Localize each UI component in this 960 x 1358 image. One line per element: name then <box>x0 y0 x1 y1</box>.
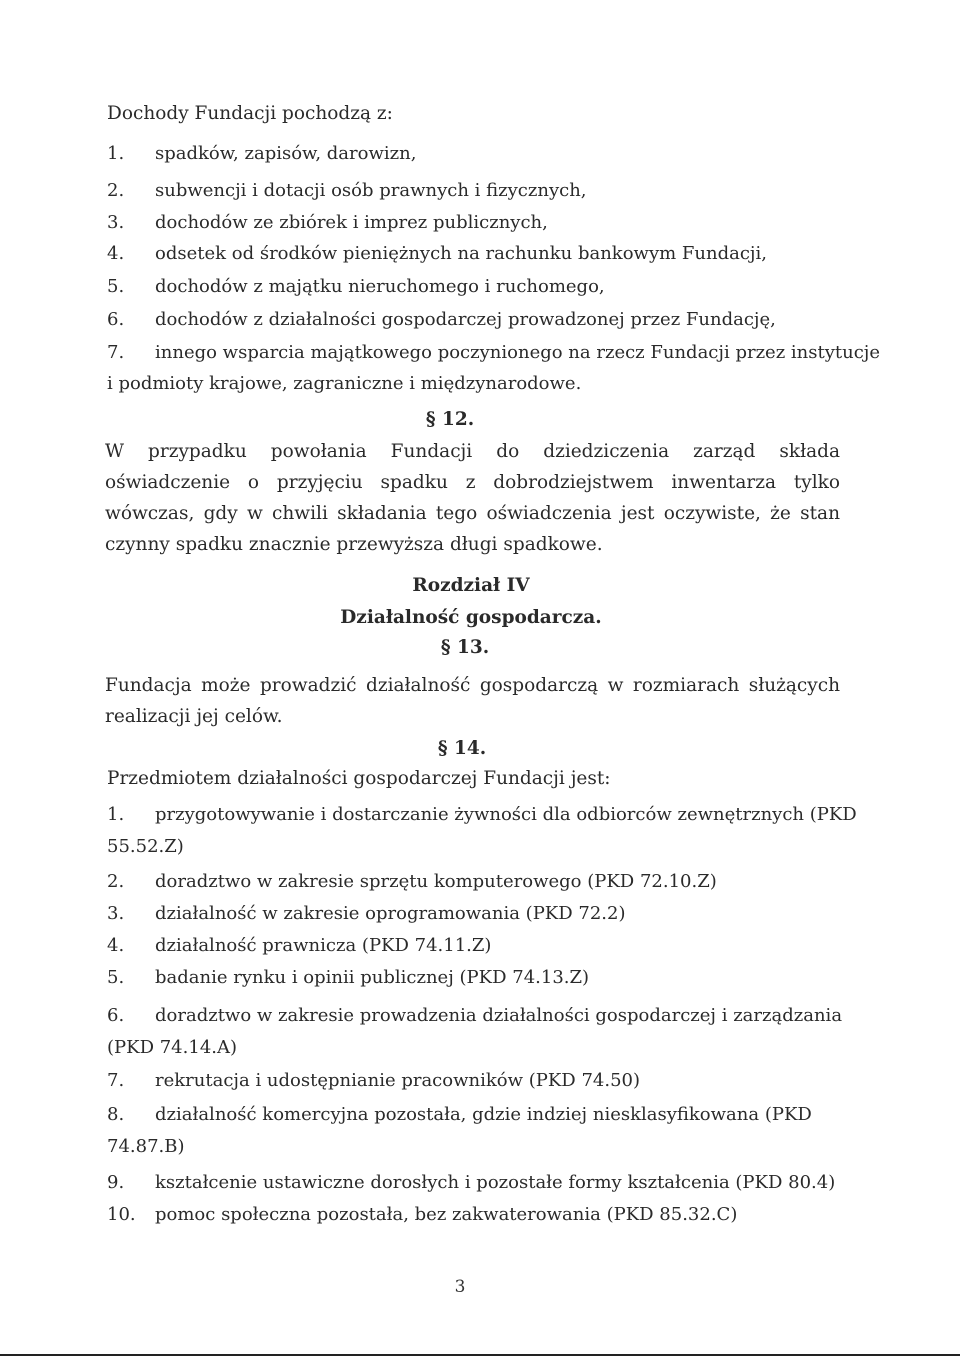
activity-item-8-continuation: 74.87.B) <box>107 1136 185 1157</box>
item-number: 3. <box>107 903 125 924</box>
activity-item-6 <box>107 1005 842 1027</box>
item-text: innego wsparcia majątkowego poczynionego na rzecz Fundacji przez instytucje <box>155 342 881 363</box>
item-number: 7. <box>107 342 125 363</box>
item-number: 1. <box>107 804 125 825</box>
activity-item-5 <box>107 967 589 989</box>
item-text: działalność komercyjna pozostała, gdzie indziej niesklasyfikowana (PKD <box>155 1104 812 1125</box>
section-12-text: W przypadku powołania Fundacji do dziedziczenia zarząd składa oświadczenie o przyjęciu spadku z dobrodziejstwem inwentarza tylko wówczas, gdy w chwili składania tego oświadczenia jest oczywiste, że stan czynny spadku znacznie przewyższa długi spadkowe. <box>105 441 840 555</box>
income-item-2 <box>107 180 587 202</box>
item-text: działalność w zakresie oprogramowania (PKD 72.2) <box>155 903 626 924</box>
item-number: 5. <box>107 276 125 297</box>
income-item-7 <box>107 342 880 364</box>
item-number: 7. <box>107 1070 125 1091</box>
section-13-text: Fundacja może prowadzić działalność gospodarczą w rozmiarach służących realizacji jej celów. <box>105 675 840 727</box>
item-number: 9. <box>107 1172 125 1193</box>
income-intro: Dochody Fundacji pochodzą z: <box>107 103 393 124</box>
item-number: 2. <box>107 871 125 892</box>
item-text: rekrutacja i udostępnianie pracowników (PKD 74.50) <box>155 1070 641 1091</box>
activity-item-8 <box>107 1104 812 1126</box>
section-12-heading: § 12. <box>425 409 475 430</box>
activity-item-10 <box>107 1204 737 1226</box>
item-text: dochodów ze zbiórek i imprez publicznych, <box>155 212 548 233</box>
income-item-3 <box>107 212 548 234</box>
activity-item-7 <box>107 1070 640 1092</box>
activity-item-1 <box>107 804 857 826</box>
item-number: 4. <box>107 935 125 956</box>
item-text: kształcenie ustawiczne dorosłych i pozostałe formy kształcenia (PKD 80.4) <box>155 1172 836 1193</box>
item-number: 4. <box>107 243 125 264</box>
activity-item-2 <box>107 871 717 893</box>
item-number: 8. <box>107 1104 125 1125</box>
item-number: 10. <box>107 1204 136 1225</box>
item-text: subwencji i dotacji osób prawnych i fizycznych, <box>155 180 587 201</box>
item-number: 3. <box>107 212 125 233</box>
income-item-5 <box>107 276 605 298</box>
item-number: 5. <box>107 967 125 988</box>
item-text: odsetek od środków pieniężnych na rachunku bankowym Fundacji, <box>155 243 767 264</box>
page-number: 3 <box>454 1277 466 1297</box>
income-item-6 <box>107 309 776 331</box>
income-item-1 <box>107 143 416 165</box>
activity-item-6-continuation: (PKD 74.14.A) <box>107 1037 238 1058</box>
item-text: doradztwo w zakresie prowadzenia działalności gospodarczej i zarządzania <box>155 1005 843 1026</box>
item-number: 1. <box>107 143 125 164</box>
section-14-heading: § 14. <box>437 738 487 759</box>
scan-edge-line <box>0 1354 960 1356</box>
activity-item-1-continuation: 55.52.Z) <box>107 836 184 857</box>
activity-item-3 <box>107 903 626 925</box>
income-item-4 <box>107 243 767 265</box>
chapter-number: Rozdział IV <box>412 575 530 596</box>
section-14-intro: Przedmiotem działalności gospodarczej Fundacji jest: <box>107 768 611 789</box>
item-text: przygotowywanie i dostarczanie żywności dla odbiorców zewnętrznych (PKD <box>155 804 857 825</box>
section-13-heading: § 13. <box>440 637 490 658</box>
item-text: pomoc społeczna pozostała, bez zakwaterowania (PKD 85.32.C) <box>155 1204 738 1225</box>
item-text: dochodów z majątku nieruchomego i ruchomego, <box>155 276 605 297</box>
item-number: 2. <box>107 180 125 201</box>
item-text: dochodów z działalności gospodarczej prowadzonej przez Fundację, <box>155 309 776 330</box>
item-number: 6. <box>107 309 125 330</box>
item-text: badanie rynku i opinii publicznej (PKD 74.13.Z) <box>155 967 590 988</box>
item-text: działalność prawnicza (PKD 74.11.Z) <box>155 935 492 956</box>
item-text: spadków, zapisów, darowizn, <box>155 143 417 164</box>
activity-item-4 <box>107 935 491 957</box>
income-item-7-continuation: i podmioty krajowe, zagraniczne i międzynarodowe. <box>107 373 582 394</box>
item-number: 6. <box>107 1005 125 1026</box>
activity-item-9 <box>107 1172 835 1194</box>
chapter-title: Działalność gospodarcza. <box>340 607 602 628</box>
item-text: doradztwo w zakresie sprzętu komputerowego (PKD 72.10.Z) <box>155 871 717 892</box>
